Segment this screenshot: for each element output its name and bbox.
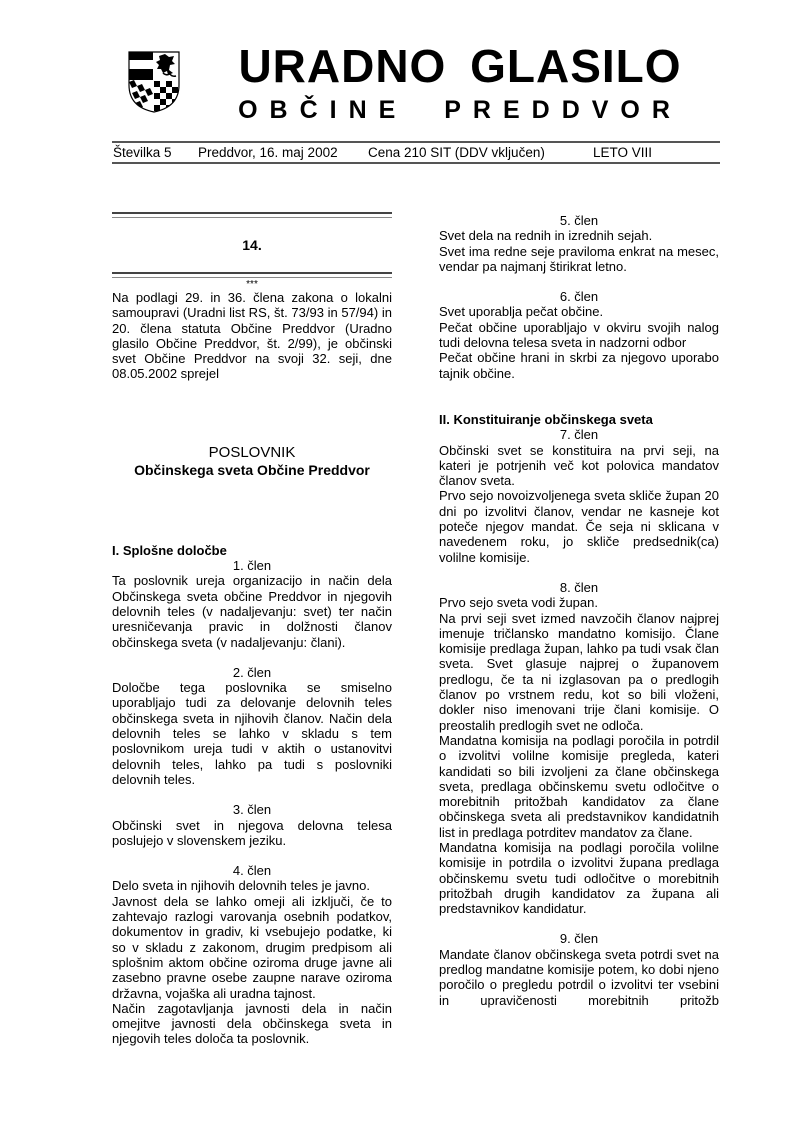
article-paragraph: Delo sveta in njihovih delovnih teles je javno. — [112, 878, 370, 894]
document-subtitle: Občinskega sveta Občine Preddvor — [134, 461, 370, 478]
article-heading: 5. člen — [559, 213, 599, 228]
article-paragraph: Svet ima redne seje praviloma enkrat na mesec, vendar pa najmanj štirikrat letno. — [439, 243, 719, 274]
article-paragraph: Prvo sejo novoizvoljenega sveta skliče župan 20 dni po izvolitvi članov, vendar ne kasneje kot poteče njegov mandat. Če seja ni sklicana v navedenem roku, jo skliče predsednik(ca) volilne komisije. — [439, 488, 719, 565]
article-paragraph: Mandatna komisija na podlagi poročila volilne komisije in potrdila o izvolitvi župana predlaga občinskemu svetu tudi odločitve o morebitnih pritožbah drugih kandidatov za župana ali predstavnikov kandidatur. — [439, 839, 719, 917]
article-paragraph: Način zagotavljanja javnosti dela in način omejitve javnosti dela občinskega sveta in njegovih teles določa ta poslovnik. — [112, 1000, 392, 1047]
article-paragraph: Javnost dela se lahko omeji ali izključi, če to zahtevajo razlogi varovanja osebnih podatkov, dokumentov in gradiv, ki vsebujejo podatke, ki so v skladu z zakonom, drugim predpisom ali splošnim aktom občine oziroma druge javne ali zasebno pravne osebe zaupne narave oziroma državna, vojaška ali uradna tajnost. — [112, 893, 392, 1001]
article-paragraph: Določbe tega poslovnika se smiselno uporabljajo tudi za delovanje delovnih teles občinskega sveta in njihovih članov. Način dela delovnih teles se lahko v skladu s tem poslovnikom ureja tudi v aktih o ustanovitvi delovnih teles, lahko pa tudi s poslovniki delovnih teles. — [112, 680, 392, 787]
issue-place-date: Preddvor, 16. maj 2002 — [198, 145, 338, 160]
article-heading: 1. člen — [232, 558, 272, 574]
article — [112, 558, 392, 650]
right-column — [439, 213, 719, 1008]
coat-of-arms-icon — [128, 51, 180, 113]
document-title: POSLOVNIK — [208, 443, 296, 461]
separator-stars: *** — [246, 279, 258, 290]
article-paragraph: Mandate članov občinskega sveta potrdi svet na predlog mandatne komisije potem, ko dobi njeno poročilo o pregledu potrdil o izvolitvi ter vsebini in upravičenosti morebitnih pritožb — [439, 946, 719, 1008]
section-rule — [112, 272, 392, 278]
article — [439, 289, 719, 381]
article-heading: 9. člen — [559, 931, 599, 947]
article-paragraph: Občinski svet in njegova delovna telesa poslujejo v slovenskem jeziku. — [112, 817, 392, 848]
issue-number: Številka 5 — [113, 145, 172, 160]
article-paragraph: Svet dela na rednih in izrednih sejah. — [439, 228, 653, 244]
article-heading: 2. člen — [232, 664, 272, 680]
article — [439, 931, 719, 1007]
header-rule-bottom — [112, 162, 720, 164]
publication-subtitle: OBČINE PREDDVOR — [238, 96, 682, 124]
article-heading: 6. člen — [559, 289, 599, 305]
preamble: Na podlagi 29. in 36. člena zakona o lokalni samoupravi (Uradni list RS, št. 73/93 in 57/94) in 20. člena statuta Občine Preddvor (Uradno glasilo Občine Preddvor, št. 2/99), je občinski svet Občine Preddvor na svoji 32. seji, dne 08.05.2002 sprejel — [112, 290, 392, 382]
article-paragraph: Svet uporablja pečat občine. — [439, 304, 604, 320]
article-paragraph: Mandatna komisija na podlagi poročila in potrdil o izvolitvi volilne komisije pregleda, kateri kandidati so bili izvoljeni za člane občinskega sveta, predlaga občinskemu svetu odločitve o morebitnih pritožbah kandidatov za člane občinskega sveta ali predstavnikov kandidatnih list in predlaga potrditev mandatov za člane. — [439, 732, 719, 840]
article — [112, 802, 392, 848]
issue-year: LETO VIII — [593, 145, 653, 160]
section-heading: II. Konstituiranje občinskega sveta — [439, 411, 653, 427]
article-paragraph: Na prvi seji svet izmed navzočih članov najprej imenuje tričlansko mandatno komisijo. Člane komisije predlaga župan, lahko pa tudi vsak član sveta. Svet glasuje najprej o županovem predlogu, če ta ni izglasovan pa o predlogih članov po vrstnem redu, kot so bili vloženi, dokler niso imenovani trije člani komisije. O preostalih predlogih svet ne odloča. — [439, 610, 719, 733]
article-paragraph: Pečat občine uporabljajo v okviru svojih nalog tudi delovna telesa sveta in nadzorni odbor — [439, 319, 719, 351]
article-paragraph: Prvo sejo sveta vodi župan. — [439, 595, 598, 611]
article — [439, 427, 719, 565]
article-paragraph: Pečat občine hrani in skrbi za njegovo uporabo tajnik občine. — [439, 350, 719, 381]
article-heading: 8. člen — [559, 579, 599, 595]
article — [439, 213, 719, 274]
article-paragraph: Ta poslovnik ureja organizacijo in način dela Občinskega sveta občine Preddvor in njegovih delovnih teles (v nadaljevanju: svet) ter način uresničevanja pravic in dolžnosti članov občinskega sveta (v nadaljevanju: člani). — [112, 573, 392, 650]
header-rule-top — [112, 141, 720, 143]
section-heading: I. Splošne določbe — [112, 542, 227, 558]
left-column — [112, 212, 392, 1047]
act-number: 14. — [242, 237, 262, 253]
article-heading: 3. člen — [232, 802, 272, 818]
section-rule — [112, 212, 392, 218]
article — [439, 580, 719, 917]
article-heading: 7. člen — [559, 427, 599, 443]
publication-title: URADNO GLASILO — [238, 40, 682, 92]
issue-info-bar — [113, 144, 719, 162]
issue-price: Cena 210 SIT (DDV vključen) — [368, 145, 545, 160]
article — [112, 863, 392, 1047]
article-paragraph: Občinski svet se konstituira na prvi seji, na kateri je potrjenih več kot polovica mandatov članov sveta. — [439, 442, 719, 489]
article — [112, 665, 392, 787]
article-heading: 4. člen — [232, 863, 272, 879]
